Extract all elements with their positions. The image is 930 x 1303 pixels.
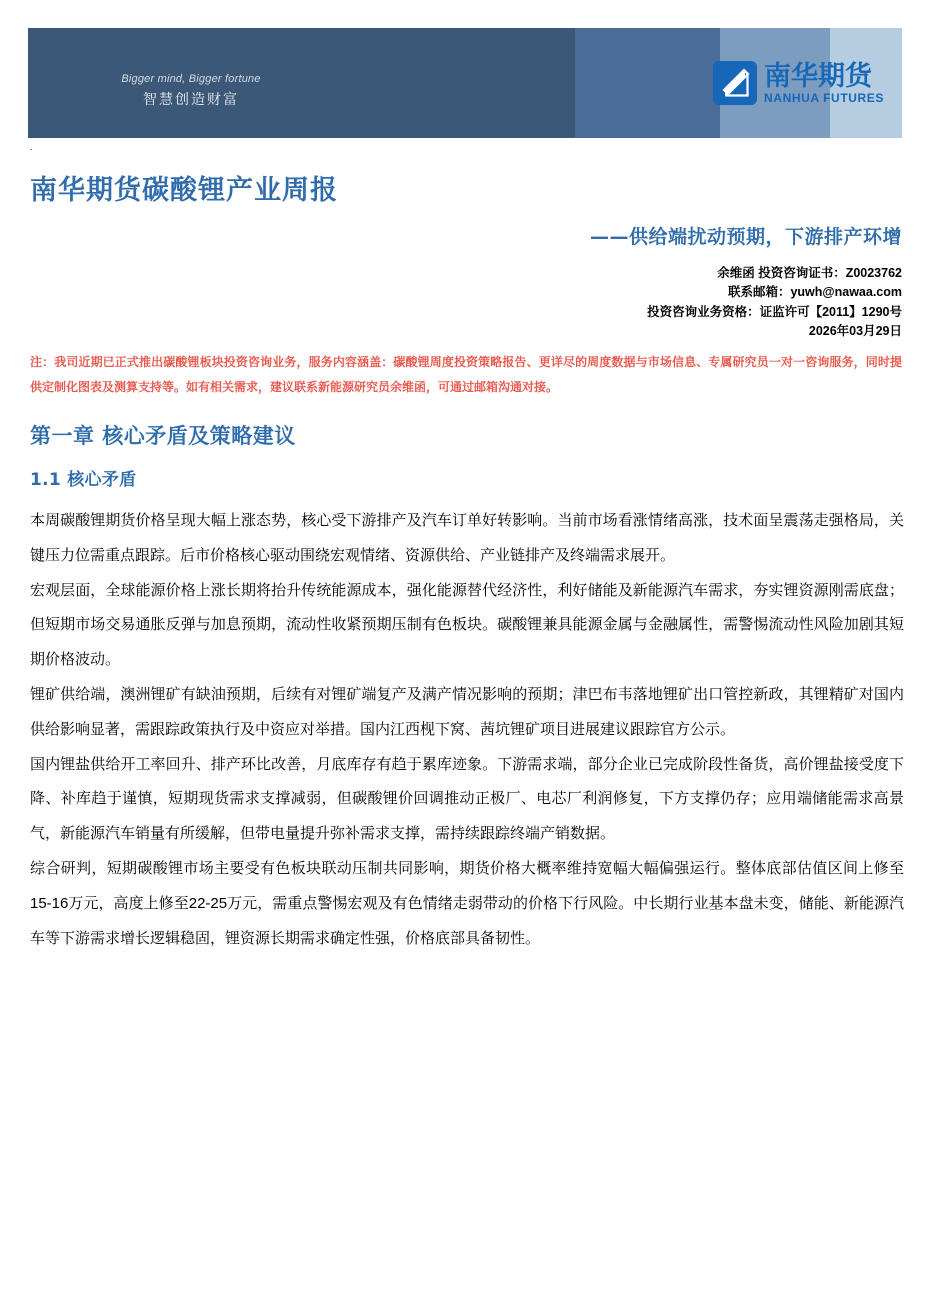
banner-band-mid	[575, 28, 720, 138]
analyst-certificate-line: 余维函 投资咨询证书：Z0023762	[717, 266, 902, 280]
header-marker-dot: .	[30, 142, 33, 153]
body-paragraph-3: 锂矿供给端，澳洲锂矿有缺油预期，后续有对锂矿端复产及满产情况影响的预期；津巴布韦落地锂矿出口管控新政，其锂精矿对国内供给影响显著，需跟踪政策执行及中资应对举措。国内江西枧下窝、茜坑锂矿项目进展建议跟踪官方公示。	[30, 685, 904, 738]
analyst-contact-block	[647, 264, 902, 342]
nanhua-logo-icon	[713, 61, 757, 105]
slogan-chinese: 智慧创造财富	[143, 90, 239, 107]
body-paragraph-1: 本周碳酸锂期货价格呈现大幅上涨态势，核心受下游排产及汽车订单好转影响。当前市场看涨情绪高涨，技术面呈震荡走强格局，关键压力位需重点跟踪。后市价格核心驱动围绕宏观情绪、资源供给、产业链排产及终端需求展开。	[30, 512, 904, 564]
company-slogan	[86, 72, 296, 109]
service-note: 注：我司近期已正式推出碳酸锂板块投资咨询业务，服务内容涵盖：碳酸锂周度投资策略报告、更详尽的周度数据与市场信息、专属研究员一对一咨询服务，同时提供定制化图表及测算支持等。如有相关需求，建议联系新能源研究员余维函，可通过邮箱沟通对接。	[30, 355, 902, 395]
body-paragraph-2: 宏观层面，全球能源价格上涨长期将抬升传统能源成本，强化能源替代经济性，利好储能及新能源汽车需求，夯实锂资源刚需底盘；但短期市场交易通胀反弹与加息预期，流动性收紧预期压制有色板块。碳酸锂兼具能源金属与金融属性，需警惕流动性风险加剧其短期价格波动。	[30, 581, 904, 669]
logo-name-en: NANHUA FUTURES	[764, 90, 884, 105]
body-paragraph-5: 综合研判，短期碳酸锂市场主要受有色板块联动压制共同影响，期货价格大概率维持宽幅大幅偏强运行。整体底部估值区间上修至15-16万元，高度上修至22-25万元，需重点警惕宏观及有色情绪走弱带动的价格下行风险。中长期行业基本盘未变，储能、新能源汽车等下游需求增长逻辑稳固，锂资源长期需求确定性强，价格底部具备韧性。	[30, 859, 904, 947]
logo-name-cn: 南华期货	[764, 60, 873, 92]
analyst-email-line: 联系邮箱：yuwh@nawaa.com	[727, 285, 902, 300]
company-logo	[713, 61, 884, 105]
page-title: 南华期货碳酸锂产业周报	[30, 175, 338, 206]
advisory-license-line: 投资咨询业务资格：证监许可【2011】1290号	[647, 304, 902, 319]
report-date: 2026年03月29日	[808, 324, 902, 339]
subsection-heading-1-1: 1.1 核心矛盾	[30, 470, 137, 490]
chapter-heading-1: 第一章 核心矛盾及策略建议	[30, 424, 296, 448]
header-banner	[28, 28, 902, 138]
logo-wordmark	[764, 60, 884, 105]
slogan-english: Bigger mind, Bigger fortune	[121, 73, 261, 85]
body-paragraph-4: 国内锂盐供给开工率回升、排产环比改善，月底库存有趋于累库迹象。下游需求端，部分企业已完成阶段性备货，高价锂盐接受度下降、补库趋于谨慎，短期现货需求支撑减弱，但碳酸锂价回调推动正极厂、电芯厂利润修复，下方支撑仍存；应用端储能需求高景气，新能源汽车销量有所缓解，但带电量提升弥补需求支撑，需持续跟踪终端产销数据。	[30, 755, 904, 843]
page-subtitle: ——供给端扰动预期，下游排产环增	[589, 226, 902, 248]
body-content	[30, 504, 904, 956]
